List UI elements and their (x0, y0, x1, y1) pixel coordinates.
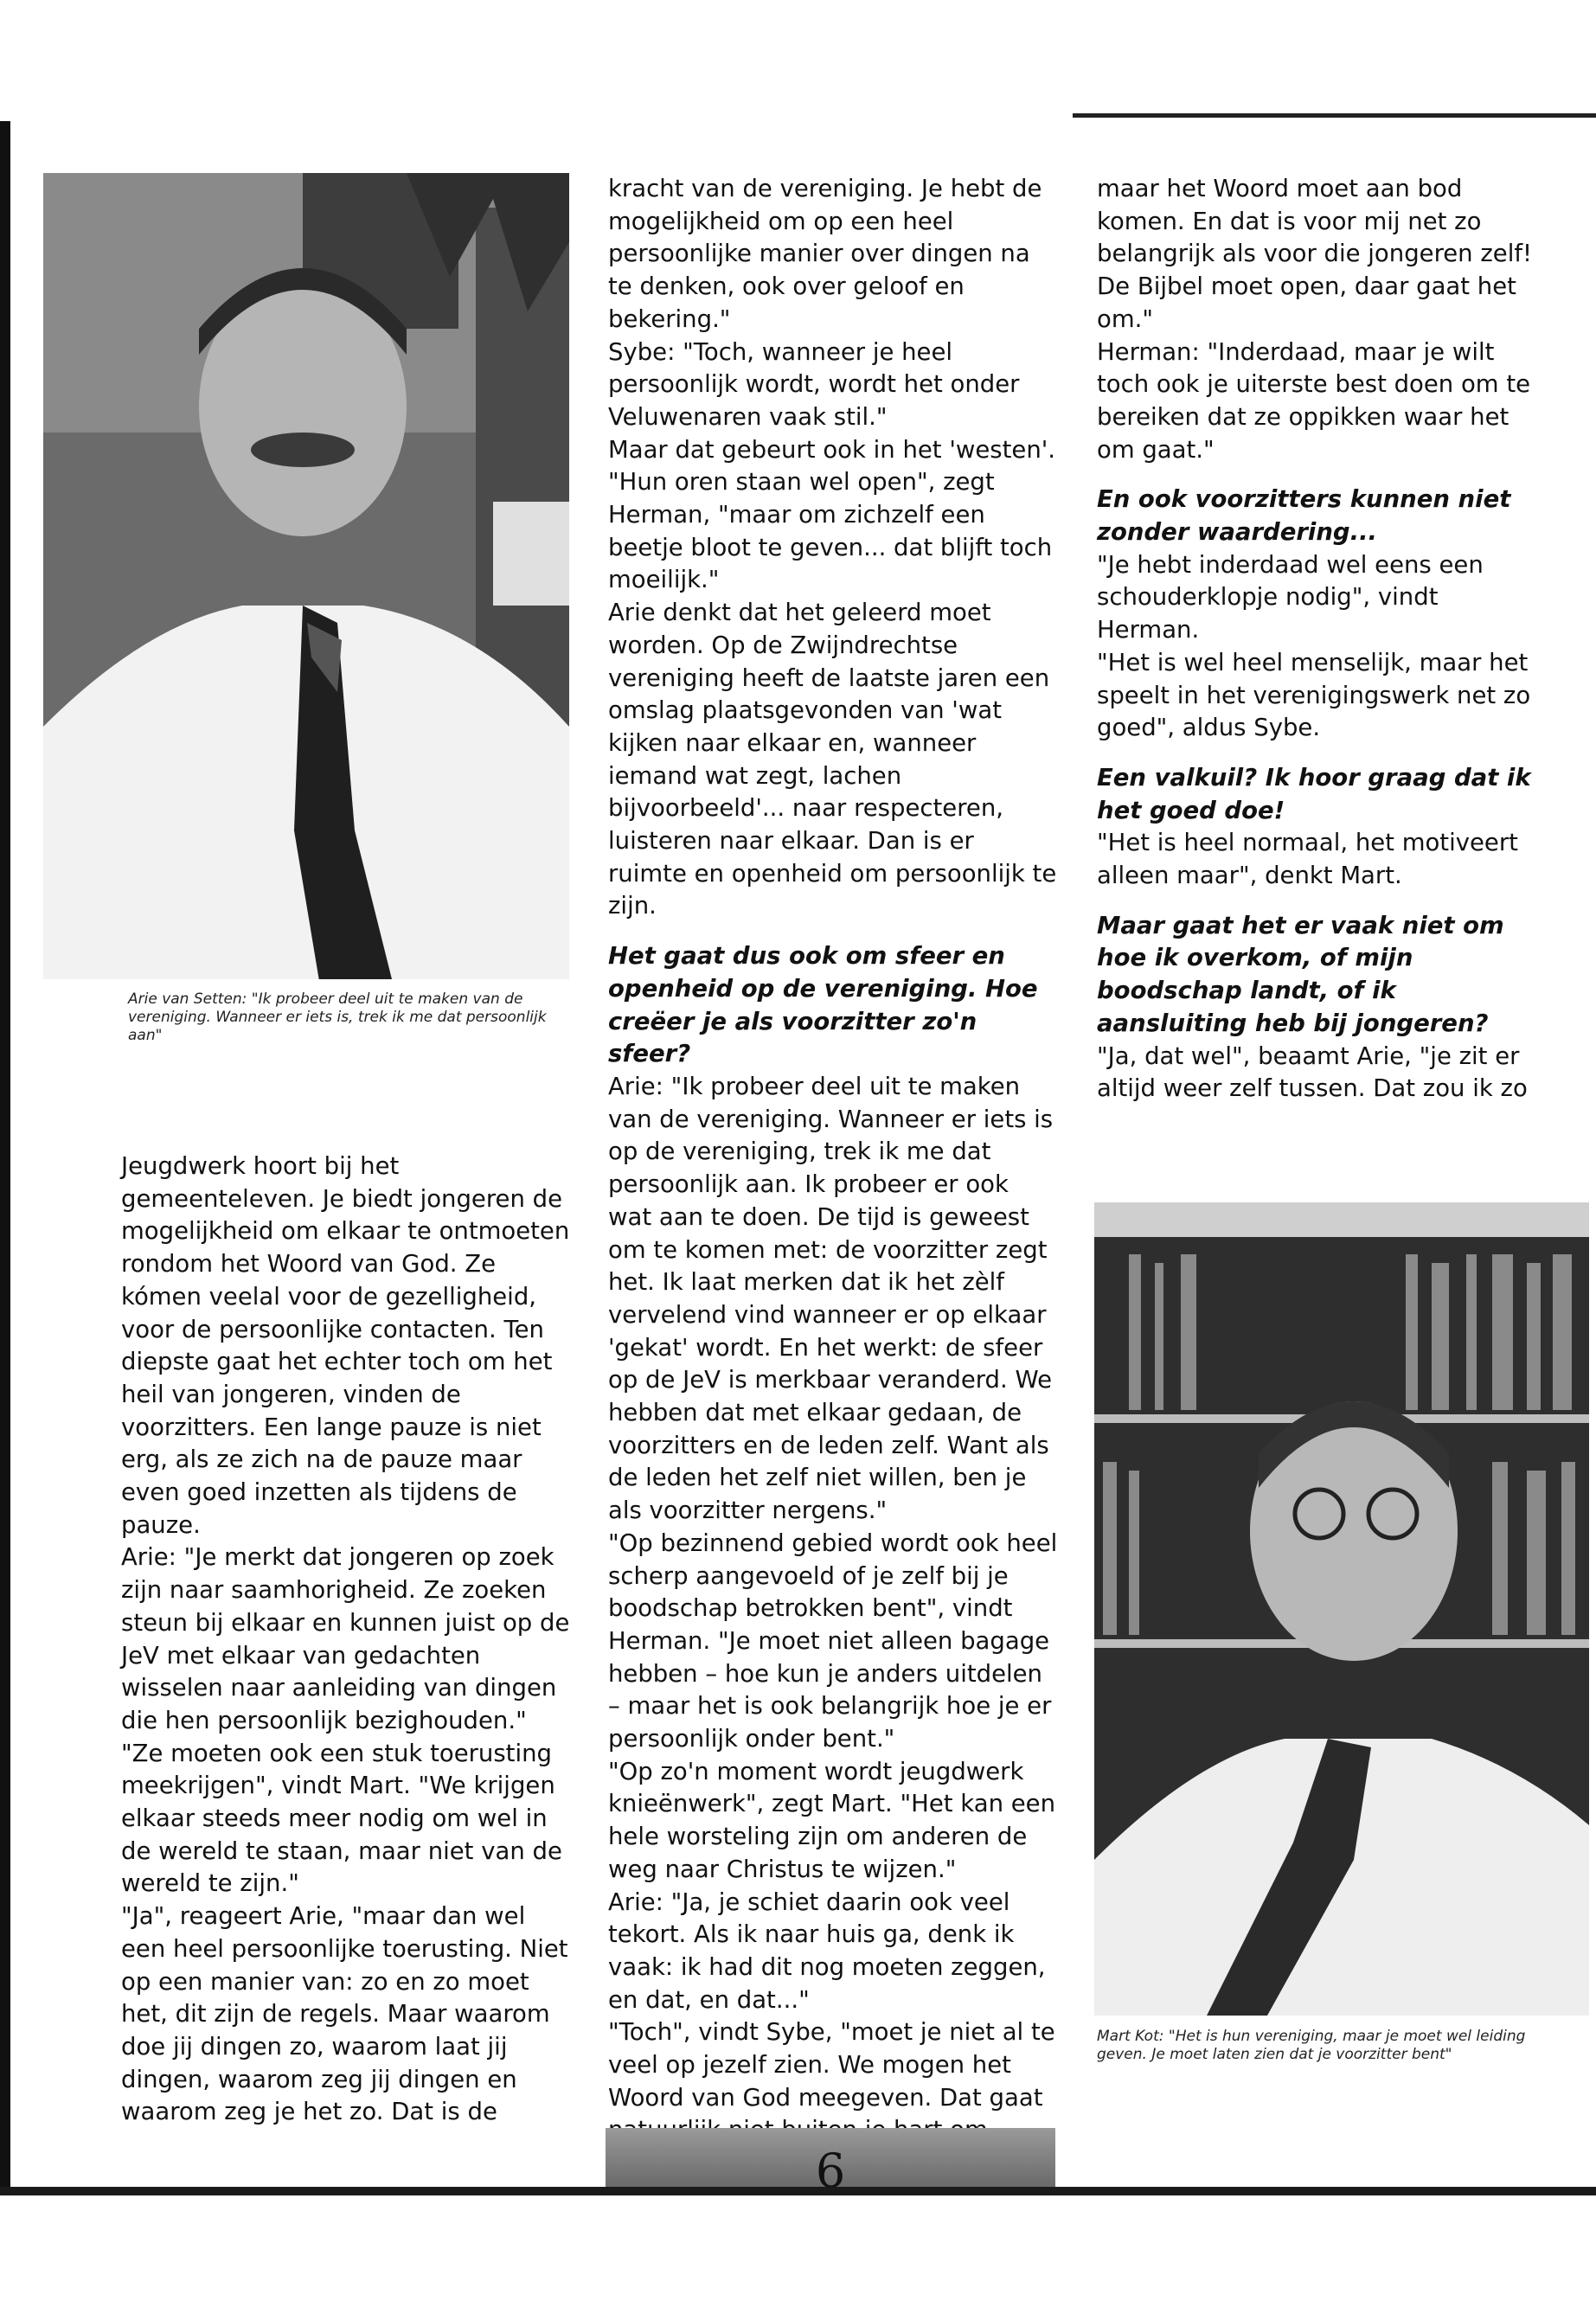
col3-paragraph-6: "Ja, dat wel", beaamt Arie, "je zit er altijd weer zelf tussen. Dat zou ik zo (1097, 1042, 1528, 1103)
scan-edge-left (0, 121, 10, 2193)
col2-paragraph-5: Arie: "Ik probeer deel uit te maken van de vereniging. Wanneer er iets is op de vereniging, trek ik me dat persoonlijk aan. Ik probeer er ook wat aan te doen. De tijd is geweest om te komen met: de voorzitter zegt het. Ik laat merken dat ik het zèlf vervelend vind wanneer er op elkaar 'gekat' wordt. En het werkt: de sfeer op de JeV is merkbaar veranderd. We hebben dat met elkaar gedaan, de voorzitters en de leden zelf. Want als de leden het zelf niet willen, ben je als voorzitter nergens." (608, 1072, 1054, 1525)
column-1 (121, 1150, 571, 2129)
col3-paragraph-1: maar het Woord moet aan bod komen. En dat is voor mij net zo belangrijk als voor die jongeren zelf! De Bijbel moet open, daar gaat het om." (1097, 175, 1533, 333)
caption-left: Arie van Setten: "Ik probeer deel uit te maken van de vereniging. Wanneer er iets is, trek ik me dat persoonlijk aan" (128, 990, 547, 1044)
col2-paragraph-4: Arie denkt dat het geleerd moet worden. Op de Zwijndrechtse vereniging heeft de laatste jaren een omslag plaatsgevonden van 'wat kijken naar elkaar en, wanneer iemand wat zegt, lachen bijvoorbeeld'... naar respecteren, luisteren naar elkaar. Dan is er ruimte en openheid om persoonlijk te zijn. (608, 599, 1057, 920)
caption-right: Mart Kot: "Het is hun vereniging, maar je moet wel leiding geven. Je moet laten zien dat je voorzitter bent" (1097, 2028, 1526, 2063)
col3-question-3: Maar gaat het er vaak niet om hoe ik overkom, of mijn boodschap landt, of ik aansluiting heb bij jongeren? (1097, 911, 1504, 1037)
col1-paragraph-4: "Ja", reageert Arie, "maar dan wel een heel persoonlijke toerusting. Niet op een manier van: zo en zo moet het, dit zijn de regels. Maar waarom doe jij dingen zo, waarom laat jij dingen, waarom zeg jij dingen en waarom zeg je het zo. Dat is de (121, 1902, 568, 2126)
col3-paragraph-4: "Het is wel heel menselijk, maar het speelt in het verenigingswerk net zo goed", aldus Sybe. (1097, 648, 1531, 742)
column-2 (608, 173, 1058, 2147)
col1-paragraph-3: "Ze moeten ook een stuk toerusting meekrijgen", vindt Mart. "We krijgen elkaar steeds meer nodig om wel in de wereld te staan, maar niet van de wereld te zijn." (121, 1739, 562, 1898)
col2-paragraph-6: "Op bezinnend gebied wordt ook heel scherp aangevoeld of je zelf bij je boodschap betrokken bent", vindt Herman. "Je moet niet alleen bagage hebben – hoe kun je anders uitdelen – maar het is ook belangrijk hoe je er persoonlijk onder bent." (608, 1529, 1058, 1753)
col2-paragraph-9: "Toch", vindt Sybe, "moet je niet al te veel op jezelf zien. We mogen het Woord van God meegeven. Dat gaat (608, 2018, 1055, 2112)
top-rule (1073, 113, 1596, 118)
col1-paragraph-2: Arie: "Je merkt dat jongeren op zoek zijn naar saamhorigheid. Ze zoeken steun bij elkaar en kunnen juist op de JeV met elkaar van gedachten wisselen naar aanleiding van dingen die hen persoonlijk bezighouden." (121, 1543, 570, 1734)
col2-paragraph-3: Maar dat gebeurt ook in het 'westen'. "Hun oren staan wel open", zegt Herman, "maar om zichzelf een beetje bloot te geven... dat blijft toch moeilijk." (608, 435, 1056, 594)
col3-paragraph-3: "Je hebt inderdaad wel eens een schouderklopje nodig", vindt Herman. (1097, 550, 1484, 644)
col2-paragraph-1: kracht van de vereniging. Je hebt de mogelijkheid om op een heel persoonlijke manier over dingen na te denken, ook over geloof en bekering." (608, 175, 1042, 333)
col3-question-2: Een valkuil? Ik hoor graag dat ik het goed doe! (1097, 763, 1531, 824)
col1-paragraph-1: Jeugdwerk hoort bij het gemeenteleven. Je biedt jongeren de mogelijkheid om elkaar te ontmoeten rondom het Woord van God. Ze kómen veelal voor de gezelligheid, voor de persoonlijke contacten. Ten diepste gaat het echter toch om het heil van jongeren, vinden de voorzitters. Een lange pauze is niet erg, als ze zich na de pauze maar even goed inzetten als tijdens de pauze. (121, 1152, 570, 1539)
col3-question-1: En ook voorzitters kunnen niet zonder waardering... (1097, 485, 1511, 547)
photo-arie-van-setten (43, 173, 569, 979)
col2-question-1: Het gaat dus ook om sfeer en openheid op de vereniging. Hoe creëer je als voorzitter zo'n sfeer? (608, 942, 1038, 1068)
page-number: 6 (606, 2128, 1055, 2187)
col3-paragraph-2: Herman: "Inderdaad, maar je wilt toch ook je uiterste best doen om te bereiken dat ze oppikken waar het om gaat." (1097, 337, 1531, 464)
bottom-band (0, 2187, 1596, 2195)
col3-paragraph-5: "Het is heel normaal, het motiveert alleen maar", denkt Mart. (1097, 829, 1518, 890)
col2-paragraph-2: Sybe: "Toch, wanneer je heel persoonlijk wordt, wordt het onder Veluwenaren vaak stil." (608, 337, 1020, 431)
photo-mart-kot (1094, 1202, 1589, 2016)
col2-paragraph-8: Arie: "Ja, je schiet daarin ook veel tekort. Als ik naar huis ga, denk ik vaak: ik had dit nog moeten zeggen, en dat, en dat..." (608, 1888, 1046, 2014)
column-3 (1097, 173, 1547, 1106)
col2-paragraph-7: "Op zo'n moment wordt jeugdwerk knieënwerk", zegt Mart. "Het kan een hele worsteling zijn om anderen de weg naar Christus te wijzen." (608, 1757, 1056, 1883)
